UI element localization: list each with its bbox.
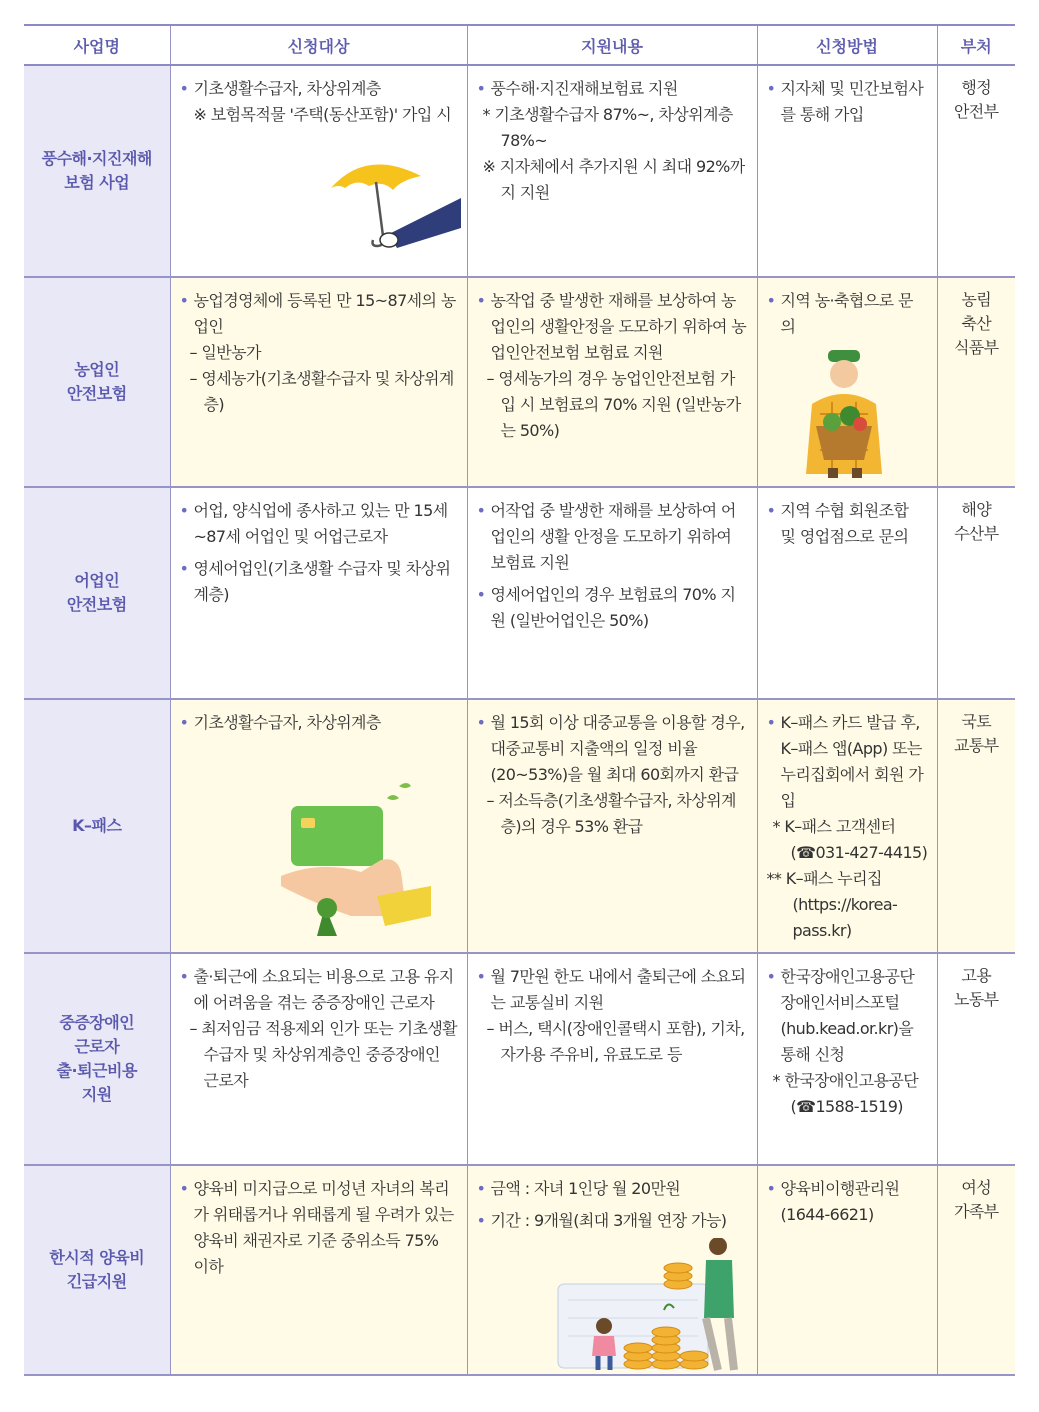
header-content: 지원내용 bbox=[467, 25, 757, 65]
note-text: * 한국장애인고용공단 (☎1588-1519) bbox=[772, 1071, 919, 1116]
bullet-text: • K–패스 카드 발급 후, K–패스 앱(App) 또는 누리집회에서 회원 가입 bbox=[767, 710, 928, 814]
business-name: 중증장애인 근로자 출·퇴근비용 지원 bbox=[24, 953, 170, 1165]
bullet-text: • 지역 수협 회원조합 및 영업점으로 문의 bbox=[767, 498, 928, 550]
bullet-text: • 어작업 중 발생한 재해를 보상하여 어업인의 생활 안정을 도모하기 위하여 보험료 지원 bbox=[477, 498, 748, 576]
bullet-text: • 영세어업인(기초생활 수급자 및 차상위계층) bbox=[180, 556, 458, 608]
bullet-text: • 월 15회 이상 대중교통을 이용할 경우, 대중교통비 지출액의 일정 비율(20~53%)을 월 최대 60회까지 환급 bbox=[477, 710, 748, 788]
sub-text: – 버스, 택시(장애인콜택시 포함), 기차, 자가용 주유비, 유료도로 등 bbox=[486, 1019, 745, 1064]
sub-text: – 최저임금 적용제외 인가 또는 기초생활수급자 및 차상위계층인 중증장애인 근로자 bbox=[189, 1019, 458, 1090]
bullet-text: • 어업, 양식업에 종사하고 있는 만 15세~87세 어업인 및 어업근로자 bbox=[180, 498, 458, 550]
bullet-text: • 영세어업인의 경우 보험료의 70% 지원 (일반어업인은 50%) bbox=[477, 582, 748, 634]
bullet-text: • 농작업 중 발생한 재해를 보상하여 농업인의 생활안정을 도모하기 위하여 농업인안전보험 보험료 지원 bbox=[477, 288, 748, 366]
farmer-icon bbox=[798, 344, 894, 480]
content-cell bbox=[467, 699, 757, 953]
method-cell bbox=[757, 699, 937, 953]
method-cell bbox=[757, 65, 937, 277]
table-row bbox=[24, 277, 1015, 487]
bullet-text: • 출·퇴근에 소요되는 비용으로 고용 유지에 어려움을 겪는 중증장애인 근로자 bbox=[180, 964, 458, 1016]
dept-cell: 농림 축산 식품부 bbox=[937, 277, 1015, 487]
header-business: 사업명 bbox=[24, 25, 170, 65]
table-row bbox=[24, 487, 1015, 699]
table-row bbox=[24, 1165, 1015, 1375]
table-row bbox=[24, 699, 1015, 953]
business-name: 풍수해·지진재해 보험 사업 bbox=[24, 65, 170, 277]
bullet-text: • 기간 : 9개월(최대 3개월 연장 가능) bbox=[477, 1208, 748, 1234]
table-row bbox=[24, 65, 1015, 277]
sub-text: – 영세농가(기초생활수급자 및 차상위계층) bbox=[189, 369, 454, 414]
content-cell bbox=[467, 487, 757, 699]
note-text: * K–패스 고객센터 (☎031-427-4415) bbox=[772, 817, 928, 862]
method-cell bbox=[757, 1165, 937, 1375]
dept-cell: 해양 수산부 bbox=[937, 487, 1015, 699]
business-name: 한시적 양육비 긴급지원 bbox=[24, 1165, 170, 1375]
method-cell bbox=[757, 953, 937, 1165]
business-name: K–패스 bbox=[24, 699, 170, 953]
target-cell bbox=[170, 953, 467, 1165]
header-row bbox=[24, 25, 1015, 65]
note-text: ※ 지자체에서 추가지원 시 최대 92%까지 지원 bbox=[482, 157, 745, 202]
umbrella-icon bbox=[321, 158, 461, 258]
content-cell bbox=[467, 65, 757, 277]
target-cell bbox=[170, 699, 467, 953]
method-cell bbox=[757, 487, 937, 699]
support-table bbox=[24, 24, 1015, 1376]
content-cell bbox=[467, 953, 757, 1165]
bullet-text: • 월 7만원 한도 내에서 출퇴근에 소요되는 교통실비 지원 bbox=[477, 964, 748, 1016]
sub-text: – 영세농가의 경우 농업인안전보험 가입 시 보험료의 70% 지원 (일반농가는 50%) bbox=[486, 369, 741, 440]
bullet-text: • 기초생활수급자, 차상위계층 bbox=[180, 710, 458, 736]
content-cell bbox=[467, 1165, 757, 1375]
bullet-text: • 양육비 미지급으로 미성년 자녀의 복리가 위태롭거나 위태롭게 될 우려가 있는 양육비 채권자로 기준 중위소득 75% 이하 bbox=[180, 1176, 458, 1280]
target-cell bbox=[170, 277, 467, 487]
sub-text: – 일반농가 bbox=[189, 343, 261, 362]
dept-cell: 국토 교통부 bbox=[937, 699, 1015, 953]
business-name: 농업인 안전보험 bbox=[24, 277, 170, 487]
dept-cell: 여성 가족부 bbox=[937, 1165, 1015, 1375]
header-method: 신청방법 bbox=[757, 25, 937, 65]
method-cell bbox=[757, 277, 937, 487]
note-text: ※ 보험목적물 '주택(동산포함)' 가입 시 bbox=[193, 105, 452, 124]
content-cell bbox=[467, 277, 757, 487]
table-row bbox=[24, 953, 1015, 1165]
card-hand-icon bbox=[281, 776, 431, 936]
target-cell bbox=[170, 1165, 467, 1375]
bullet-text: • 지자체 및 민간보험사를 통해 가입 bbox=[767, 76, 928, 128]
coins-people-icon bbox=[528, 1238, 738, 1372]
sub-text: – 저소득층(기초생활수급자, 차상위계층)의 경우 53% 환급 bbox=[486, 791, 736, 836]
bullet-text: • 지역 농·축협으로 문의 bbox=[767, 288, 928, 340]
target-cell bbox=[170, 65, 467, 277]
dept-cell: 행정 안전부 bbox=[937, 65, 1015, 277]
bullet-text: • 풍수해·지진재해보험료 지원 bbox=[477, 76, 748, 102]
target-cell bbox=[170, 487, 467, 699]
note-text: * 기초생활수급자 87%~, 차상위계층 78%~ bbox=[482, 105, 733, 150]
bullet-text: • 한국장애인고용공단 장애인서비스포털 (hub.kead.or.kr)을 통해 신청 bbox=[767, 964, 928, 1068]
dept-cell: 고용 노동부 bbox=[937, 953, 1015, 1165]
note-text: ** K–패스 누리집 (https://korea-pass.kr) bbox=[766, 869, 898, 940]
header-target: 신청대상 bbox=[170, 25, 467, 65]
bullet-text: • 금액 : 자녀 1인당 월 20만원 bbox=[477, 1176, 748, 1202]
bullet-text: • 기초생활수급자, 차상위계층 bbox=[180, 76, 458, 102]
header-dept: 부처 bbox=[937, 25, 1015, 65]
bullet-text: • 농업경영체에 등록된 만 15~87세의 농업인 bbox=[180, 288, 458, 340]
business-name: 어업인 안전보험 bbox=[24, 487, 170, 699]
bullet-text: • 양육비이행관리원 (1644-6621) bbox=[767, 1176, 928, 1228]
